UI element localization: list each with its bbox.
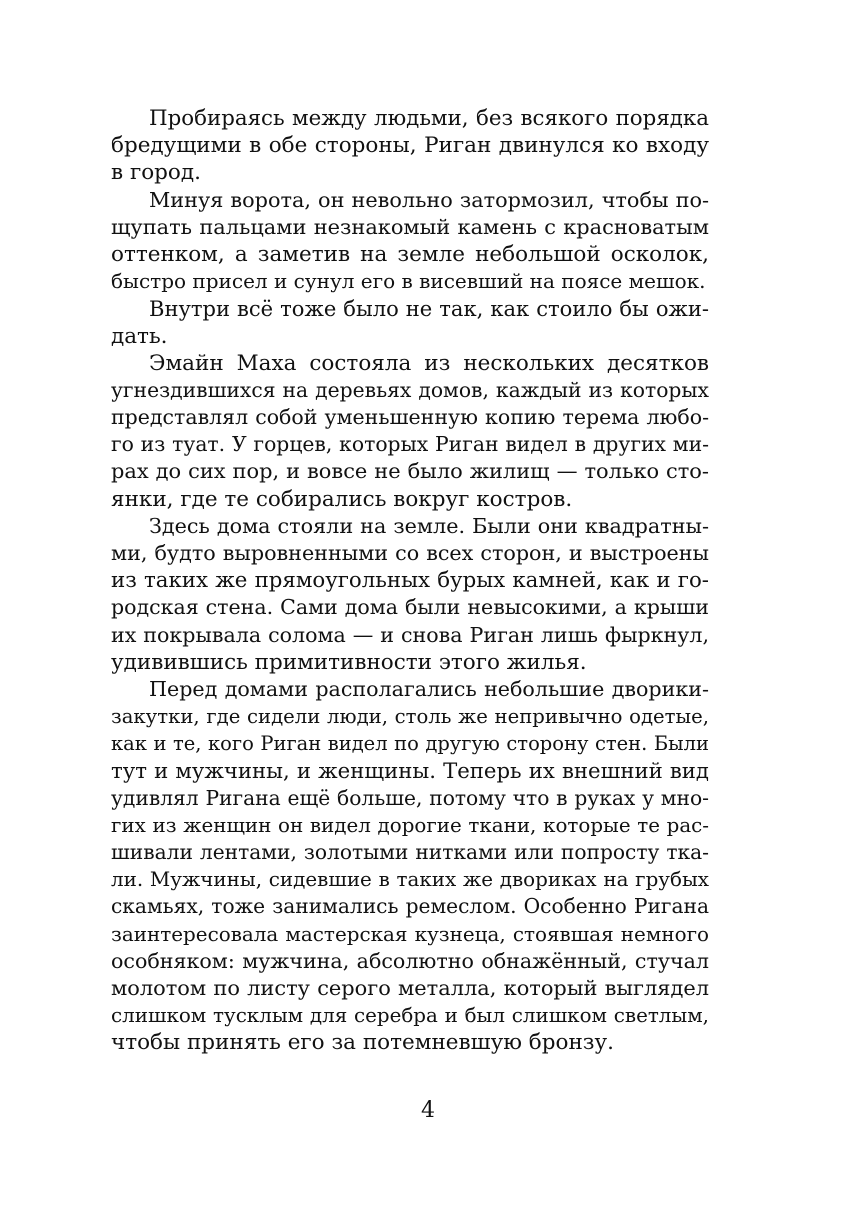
text-line: щупать пальцами незнакомый камень с красноватым xyxy=(111,214,709,239)
text-line: особняком: мужчина, абсолютно обнажённый, стучал xyxy=(111,948,709,973)
text-line: закутки, где сидели люди, столь же непривычно одетые, xyxy=(111,705,709,729)
text-line: удивлял Ригана ещё больше, потому что в руках у мно- xyxy=(111,785,709,810)
paragraph xyxy=(111,350,709,513)
text-line: в город. xyxy=(111,160,201,186)
text-line: ли. Мужчины, сидевшие в таких же двориках на грубых xyxy=(111,868,709,892)
text-line: дать. xyxy=(111,323,168,349)
text-line: го из туат. У горцев, которых Риган видел в других ми- xyxy=(111,432,709,457)
text-line: угнездившихся на деревьях домов, каждый из которых xyxy=(111,377,709,402)
paragraph xyxy=(111,187,709,296)
paragraph xyxy=(111,513,709,676)
text-line: Пробираясь между людьми, без всякого порядка xyxy=(149,106,709,131)
text-line: бредущими в обе стороны, Риган двинулся ко входу xyxy=(111,133,709,159)
paragraph xyxy=(111,676,709,1057)
text-line: их покрывала солома — и снова Риган лишь фыркнул, xyxy=(111,622,709,647)
text-line: ми, будто выровненными со всех сторон, и выстроены xyxy=(111,541,709,565)
text-line: Здесь дома стояли на земле. Были они квадратны- xyxy=(149,513,709,538)
text-line: из таких же прямоугольных бурых камней, как и го- xyxy=(111,568,709,594)
text-line: Внутри всё тоже было не так, как стоило бы ожи- xyxy=(149,296,709,322)
text-line: как и те, кого Риган видел по другую сторону стен. Были xyxy=(111,732,709,756)
text-line: молотом по листу серого металла, который выглядел xyxy=(111,976,709,1000)
text-line: заинтересовала мастерская кузнеца, стоявшая немного xyxy=(111,922,709,946)
text-line: рах до сих пор, и вовсе не было жилищ — только сто- xyxy=(111,459,709,484)
text-line: гих из женщин он видел дорогие ткани, которые те рас- xyxy=(111,813,709,837)
text-line: Перед домами располагались небольшие дворики- xyxy=(149,676,709,701)
paragraph xyxy=(111,105,709,187)
text-line: шивали лентами, золотыми нитками или попросту тка- xyxy=(111,840,709,865)
text-line: удивившись примитивности этого жилья. xyxy=(111,649,587,675)
text-line: чтобы принять его за потемневшую бронзу. xyxy=(111,1030,614,1056)
text-line: скамьях, тоже занимались ремеслом. Особенно Ригана xyxy=(111,894,709,919)
text-line: быстро присел и сунул его в висевший на поясе мешок. xyxy=(111,269,706,294)
text-line: Минуя ворота, он невольно затормозил, чтобы по- xyxy=(149,187,709,212)
paragraph xyxy=(111,295,709,349)
body-text xyxy=(111,105,709,1057)
text-line: тут и мужчины, и женщины. Теперь их внешний вид xyxy=(111,758,709,784)
text-line: янки, где те собирались вокруг костров. xyxy=(111,486,573,512)
text-line: родская стена. Сами дома были невысокими, а крыши xyxy=(111,595,709,620)
text-line: Эмайн Маха состояла из нескольких десятков xyxy=(149,350,709,376)
text-line: слишком тусклым для серебра и был слишком светлым, xyxy=(111,1004,709,1028)
text-line: представлял собой уменьшенную копию терема любо- xyxy=(111,405,709,430)
page-number: 4 xyxy=(421,1098,435,1123)
text-line: оттенком, а заметив на земле небольшой осколок, xyxy=(111,241,709,267)
